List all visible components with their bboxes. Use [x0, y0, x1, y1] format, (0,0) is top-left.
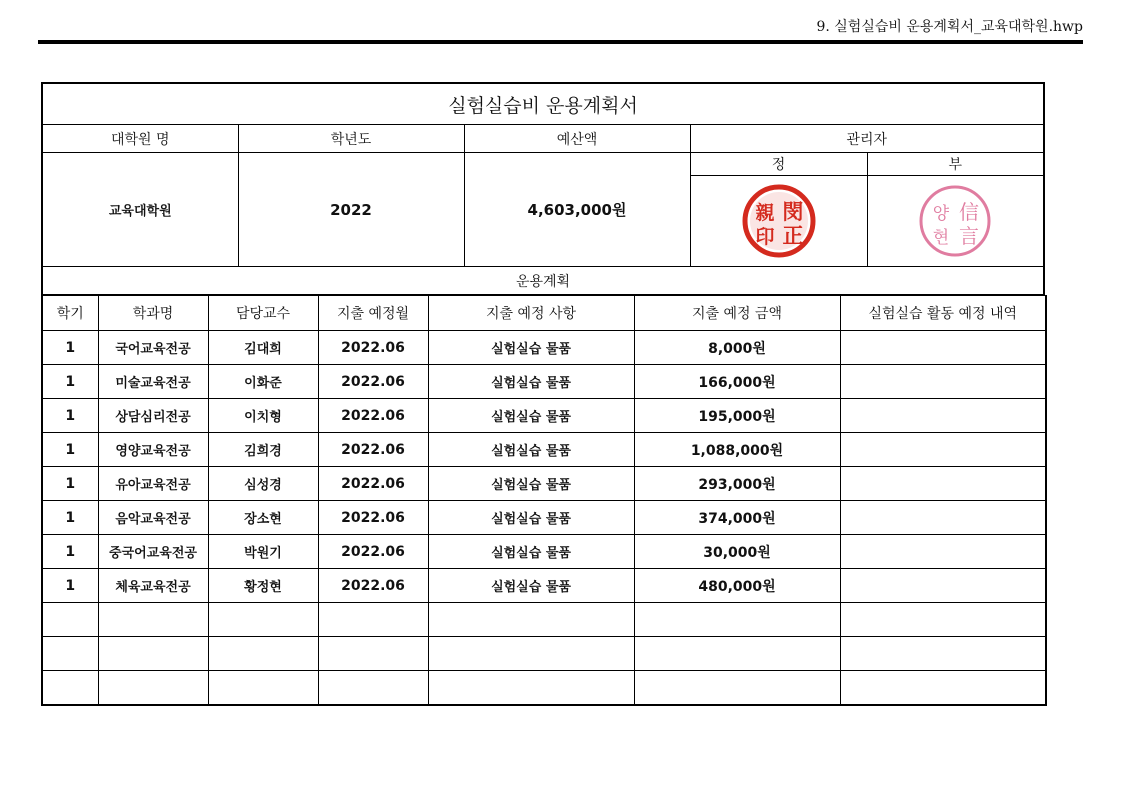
- column-header: 실험실습 활동 예정 내역: [840, 296, 1046, 331]
- amount-cell: 293,000원: [634, 467, 840, 501]
- table-row: [42, 501, 1046, 535]
- seal-char: 閔: [782, 199, 803, 224]
- semester-cell: 1: [42, 331, 98, 365]
- professor-cell: 김대희: [208, 331, 318, 365]
- column-header: 지출 예정 금액: [634, 296, 840, 331]
- table-row: [42, 637, 1046, 671]
- semester-cell: 1: [42, 467, 98, 501]
- month-cell: 2022.06: [318, 467, 428, 501]
- month-cell: 2022.06: [318, 569, 428, 603]
- manager-primary-label: 정: [690, 153, 867, 176]
- department-cell: 미술교육전공: [98, 365, 208, 399]
- semester-cell: 1: [42, 399, 98, 433]
- semester-cell: [42, 671, 98, 706]
- table-row: [42, 365, 1046, 399]
- semester-cell: 1: [42, 535, 98, 569]
- table-row: [42, 399, 1046, 433]
- seal-char: 현: [933, 228, 950, 248]
- department-cell: 체육교육전공: [98, 569, 208, 603]
- column-header: 지출 예정월: [318, 296, 428, 331]
- table-row: [42, 467, 1046, 501]
- document-title: 실험실습비 운용계획서: [42, 83, 1044, 125]
- expense-item-cell: [428, 671, 634, 706]
- department-cell: 중국어교육전공: [98, 535, 208, 569]
- activity-cell: [840, 603, 1046, 637]
- plan-sheet: [41, 82, 1045, 706]
- red-seal-icon: [741, 183, 817, 259]
- semester-cell: 1: [42, 365, 98, 399]
- month-cell: 2022.06: [318, 365, 428, 399]
- activity-cell: [840, 637, 1046, 671]
- semester-cell: 1: [42, 501, 98, 535]
- seal-char: 양: [933, 204, 950, 224]
- amount-cell: [634, 603, 840, 637]
- professor-cell: 이치형: [208, 399, 318, 433]
- expense-item-cell: 실험실습 물품: [428, 501, 634, 535]
- month-cell: [318, 603, 428, 637]
- table-row: [42, 433, 1046, 467]
- semester-cell: 1: [42, 433, 98, 467]
- professor-cell: 심성경: [208, 467, 318, 501]
- header-year: 학년도: [238, 125, 464, 153]
- month-cell: [318, 637, 428, 671]
- activity-cell: [840, 433, 1046, 467]
- professor-cell: 장소현: [208, 501, 318, 535]
- expense-item-cell: 실험실습 물품: [428, 569, 634, 603]
- professor-cell: [208, 637, 318, 671]
- header-rule: [38, 40, 1083, 44]
- table-row: [42, 671, 1046, 706]
- expense-item-cell: [428, 603, 634, 637]
- activity-cell: [840, 399, 1046, 433]
- header-budget: 예산액: [464, 125, 690, 153]
- header-graduate-school: 대학원 명: [42, 125, 238, 153]
- month-cell: 2022.06: [318, 433, 428, 467]
- amount-cell: 1,088,000원: [634, 433, 840, 467]
- seal-char: 信: [959, 200, 980, 224]
- activity-cell: [840, 569, 1046, 603]
- department-cell: [98, 637, 208, 671]
- semester-cell: 1: [42, 569, 98, 603]
- expense-item-cell: 실험실습 물품: [428, 467, 634, 501]
- expense-item-cell: 실험실습 물품: [428, 365, 634, 399]
- header-manager: 관리자: [690, 125, 1044, 153]
- department-cell: 음악교육전공: [98, 501, 208, 535]
- expense-item-cell: 실험실습 물품: [428, 535, 634, 569]
- column-header: 담당교수: [208, 296, 318, 331]
- activity-cell: [840, 467, 1046, 501]
- manager-deputy-label: 부: [867, 153, 1044, 176]
- professor-cell: [208, 671, 318, 706]
- primary-seal-cell: [690, 176, 867, 267]
- professor-cell: 박원기: [208, 535, 318, 569]
- month-cell: 2022.06: [318, 399, 428, 433]
- department-cell: 국어교육전공: [98, 331, 208, 365]
- department-cell: [98, 671, 208, 706]
- document-filename: 9. 실험실습비 운용계획서_교육대학원.hwp: [816, 19, 1083, 35]
- table-row: [42, 331, 1046, 365]
- activity-cell: [840, 535, 1046, 569]
- activity-cell: [840, 671, 1046, 706]
- seal-char: 正: [782, 223, 803, 248]
- column-header: 학기: [42, 296, 98, 331]
- professor-cell: 황정현: [208, 569, 318, 603]
- month-cell: 2022.06: [318, 331, 428, 365]
- professor-cell: 김희경: [208, 433, 318, 467]
- amount-cell: [634, 671, 840, 706]
- seal-char: 言: [959, 224, 980, 248]
- plan-table: [41, 295, 1047, 706]
- expense-item-cell: 실험실습 물품: [428, 399, 634, 433]
- plan-header-row: [42, 296, 1046, 331]
- department-cell: [98, 603, 208, 637]
- department-cell: 유아교육전공: [98, 467, 208, 501]
- semester-cell: [42, 603, 98, 637]
- seal-char: 印: [754, 226, 775, 248]
- table-row: [42, 535, 1046, 569]
- expense-item-cell: 실험실습 물품: [428, 433, 634, 467]
- amount-cell: 480,000원: [634, 569, 840, 603]
- amount-cell: 195,000원: [634, 399, 840, 433]
- pink-seal-icon: [917, 183, 993, 259]
- department-cell: 상담심리전공: [98, 399, 208, 433]
- activity-cell: [840, 331, 1046, 365]
- deputy-seal-cell: [867, 176, 1044, 267]
- seal-char: 親: [754, 202, 775, 224]
- graduate-school-value: 교육대학원: [42, 153, 238, 267]
- department-cell: 영양교육전공: [98, 433, 208, 467]
- table-row: [42, 569, 1046, 603]
- activity-cell: [840, 501, 1046, 535]
- plan-section-title: 운용계획: [42, 267, 1044, 295]
- budget-value: 4,603,000원: [464, 153, 690, 267]
- expense-item-cell: [428, 637, 634, 671]
- month-cell: 2022.06: [318, 535, 428, 569]
- table-row: [42, 603, 1046, 637]
- year-value: 2022: [238, 153, 464, 267]
- column-header: 지출 예정 사항: [428, 296, 634, 331]
- professor-cell: 이화준: [208, 365, 318, 399]
- amount-cell: 8,000원: [634, 331, 840, 365]
- amount-cell: 30,000원: [634, 535, 840, 569]
- semester-cell: [42, 637, 98, 671]
- summary-table: [41, 82, 1045, 295]
- month-cell: 2022.06: [318, 501, 428, 535]
- amount-cell: 374,000원: [634, 501, 840, 535]
- professor-cell: [208, 603, 318, 637]
- amount-cell: 166,000원: [634, 365, 840, 399]
- amount-cell: [634, 637, 840, 671]
- month-cell: [318, 671, 428, 706]
- activity-cell: [840, 365, 1046, 399]
- expense-item-cell: 실험실습 물품: [428, 331, 634, 365]
- column-header: 학과명: [98, 296, 208, 331]
